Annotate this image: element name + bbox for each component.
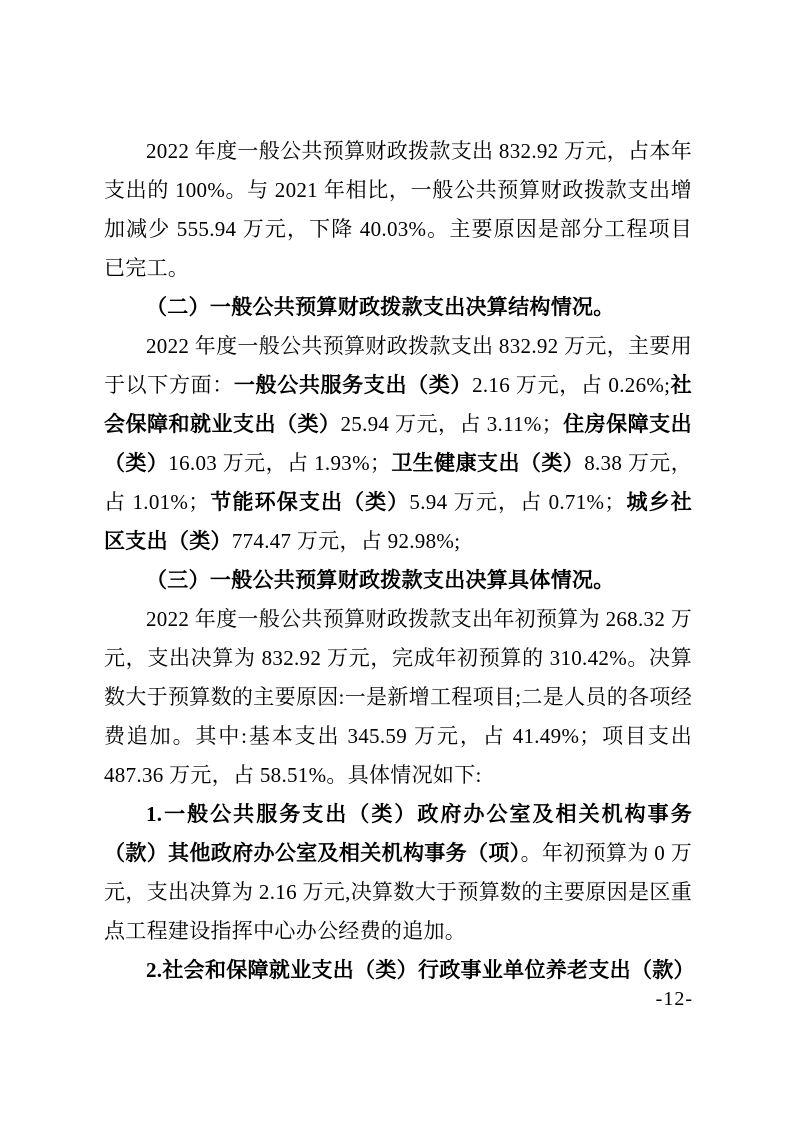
paragraph	[104, 132, 692, 288]
text-run: 8.38 万元，占 1.01%；	[104, 451, 692, 514]
text-run: 774.47 万元，占 92.98%;	[231, 529, 461, 553]
document-content	[104, 132, 695, 990]
text-run: 2.社会和保障就业支出（类）行政事业单位养老支出（款）	[146, 958, 695, 982]
paragraph	[104, 795, 692, 951]
text-run: 2.16 万元，占 0.26%;	[472, 373, 671, 397]
text-run: 16.03 万元，占 1.93%；	[168, 451, 392, 475]
text-run: 2022 年度一般公共预算财政拨款支出 832.92 万元，主要用于以下方面：	[104, 334, 692, 397]
text-run: 2022 年度一般公共预算财政拨款支出年初预算为 268.32 万元，支出决算为 832.92 万元，完成年初预算的 310.42%。决算数大于预算数的主要原因:一是新增工程项目;二是人员的各项经费追加。其中:基本支出 345.59 万元，占 41.49%；项目支出 487.36 万元，占 58.51%。具体情况如下:	[104, 607, 692, 787]
paragraph	[104, 600, 692, 795]
text-run: （三）一般公共预算财政拨款支出决算具体情况。	[146, 568, 615, 592]
text-run: 社会保障和就业支出（类）	[104, 373, 692, 436]
text-run: 25.94 万元，占 3.11%；	[340, 412, 563, 436]
text-run: 5.94 万元，占 0.71%；	[409, 490, 626, 514]
text-run: 。年初预算为 0 万元，支出决算为 2.16 万元,决算数大于预算数的主要原因是区重点工程建设指挥中心办公经费的追加。	[104, 841, 693, 943]
text-run: 一般公共服务支出（类）	[233, 373, 473, 397]
section-heading	[104, 288, 692, 327]
text-run: 城乡社区支出（类）	[104, 490, 692, 553]
text-run: 节能环保支出（类）	[209, 490, 410, 514]
text-run: 1.一般公共服务支出（类）政府办公室及相关机构事务（款）其他政府办公室及相关机构事务（项）	[104, 802, 692, 865]
text-run: 2022 年度一般公共预算财政拨款支出 832.92 万元，占本年支出的 100%。与 2021 年相比，一般公共预算财政拨款支出增加减少 555.94 万元，下降 40.03%。主要原因是部分工程项目已完工。	[104, 139, 692, 280]
paragraph	[104, 327, 692, 561]
section-heading	[104, 561, 692, 600]
text-run: （二）一般公共预算财政拨款支出决算结构情况。	[146, 295, 615, 319]
paragraph	[104, 951, 695, 990]
text-run: 卫生健康支出（类）	[391, 451, 585, 475]
text-run: 住房保障支出（类）	[104, 412, 692, 475]
page-number: -12-	[655, 988, 693, 1010]
